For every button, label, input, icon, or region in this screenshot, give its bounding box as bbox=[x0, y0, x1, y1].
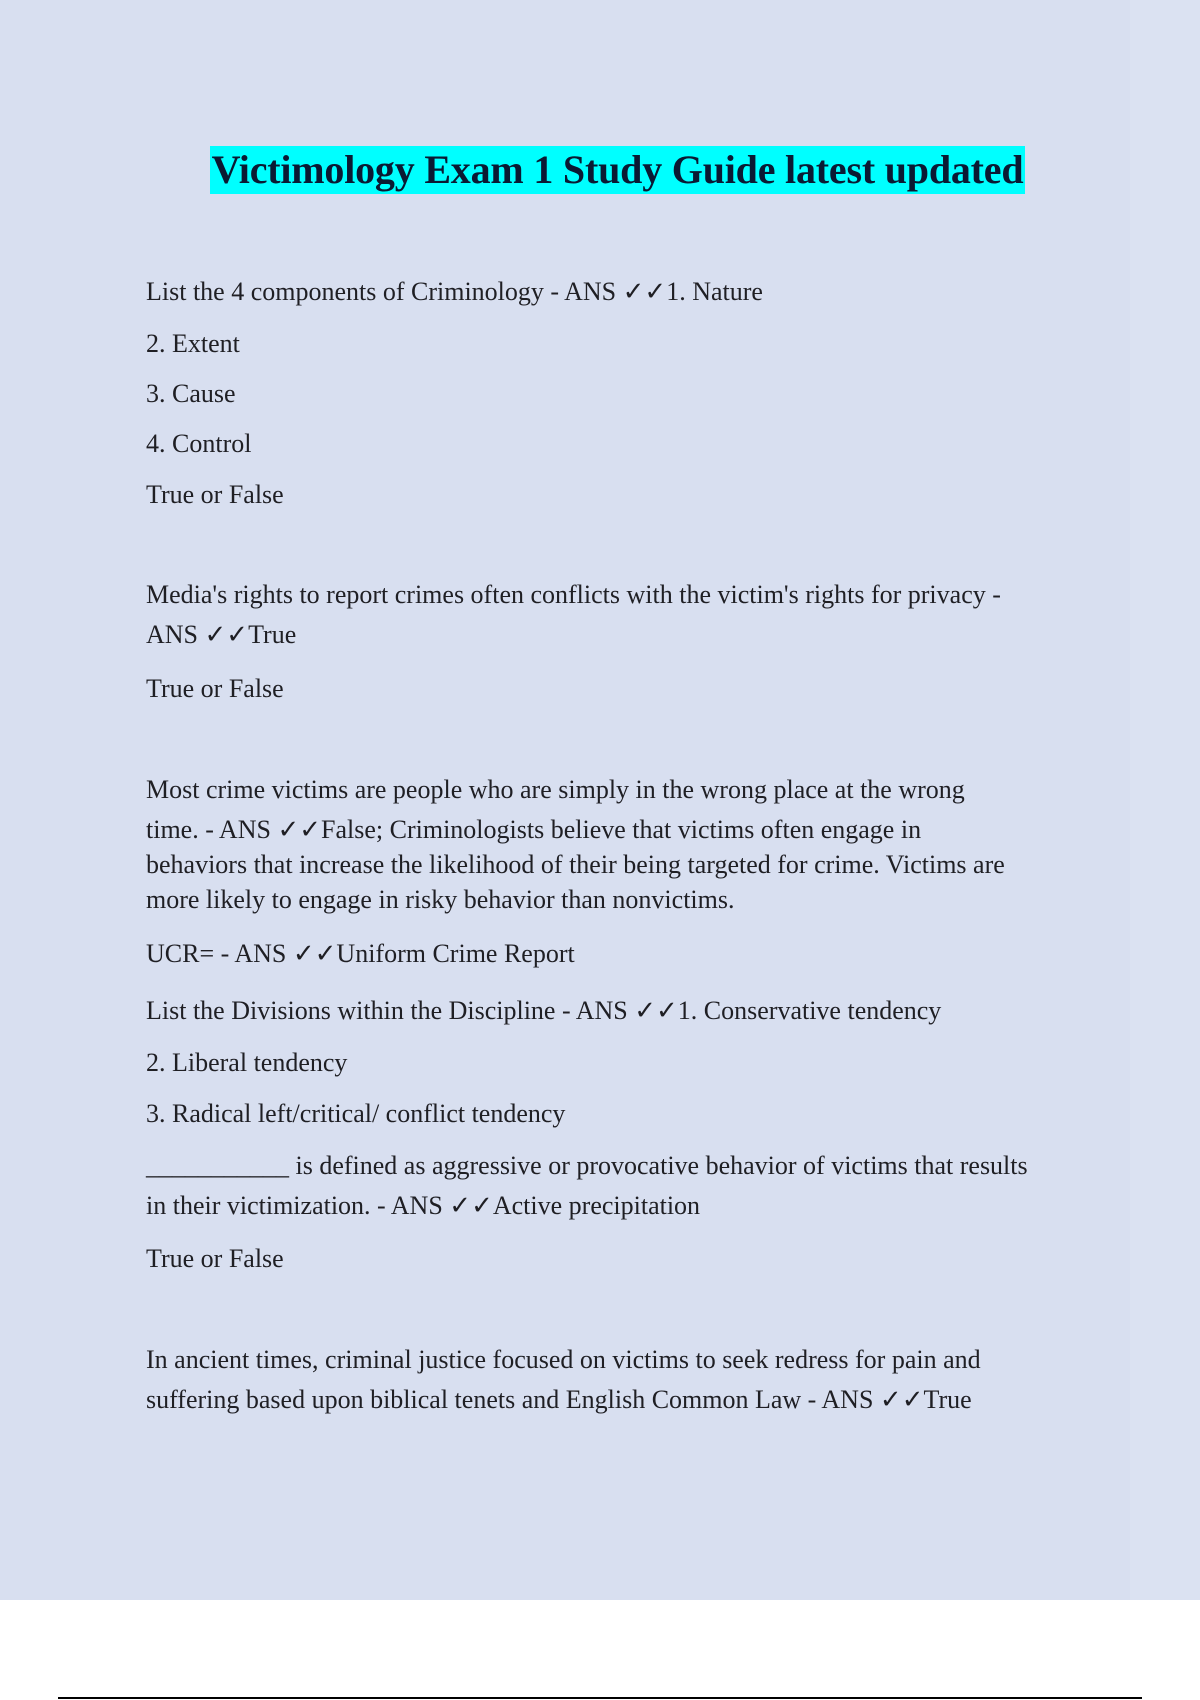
question-ancient-times: In ancient times, criminal justice focused on victims to seek redress for pain and bbox=[146, 1345, 981, 1374]
answer-ancient-times: suffering based upon biblical tenets and English Common Law - ANS ✓✓True bbox=[146, 1385, 972, 1414]
answer-line-control: 4. Control bbox=[146, 429, 252, 458]
title-container bbox=[0, 146, 1200, 194]
answer-media-rights: ANS ✓✓True bbox=[146, 620, 297, 649]
answer-line-cause: 3. Cause bbox=[146, 379, 236, 408]
question-criminology-components: List the 4 components of Criminology - ANS ✓✓1. Nature bbox=[146, 277, 763, 306]
answer-precipitation: in their victimization. - ANS ✓✓Active precipitation bbox=[146, 1191, 701, 1220]
true-false-label: True or False bbox=[146, 674, 284, 703]
true-false-label: True or False bbox=[146, 1244, 284, 1273]
answer-wrong-place: time. - ANS ✓✓False; Criminologists believe that victims often engage in bbox=[146, 815, 922, 844]
question-ucr: UCR= - ANS ✓✓Uniform Crime Report bbox=[146, 939, 575, 968]
question-precipitation: ___________ is defined as aggressive or provocative behavior of victims that results bbox=[146, 1151, 1028, 1180]
answer-line-extent: 2. Extent bbox=[146, 329, 240, 358]
answer-line-radical: 3. Radical left/critical/ conflict tendency bbox=[146, 1099, 566, 1128]
answer-wrong-place-continued: more likely to engage in risky behavior than nonvictims. bbox=[146, 885, 735, 914]
true-false-label: True or False bbox=[146, 480, 284, 509]
document-title: Victimology Exam 1 Study Guide latest updated bbox=[211, 147, 1024, 192]
answer-line-liberal: 2. Liberal tendency bbox=[146, 1048, 348, 1077]
question-media-rights: Media's rights to report crimes often conflicts with the victim's rights for privacy - bbox=[146, 580, 1001, 609]
answer-wrong-place-continued: behaviors that increase the likelihood of their being targeted for crime. Victims are bbox=[146, 850, 1005, 879]
footer-divider bbox=[58, 1697, 1142, 1699]
question-divisions: List the Divisions within the Discipline - ANS ✓✓1. Conservative tendency bbox=[146, 996, 942, 1025]
question-wrong-place: Most crime victims are people who are simply in the wrong place at the wrong bbox=[146, 775, 965, 804]
